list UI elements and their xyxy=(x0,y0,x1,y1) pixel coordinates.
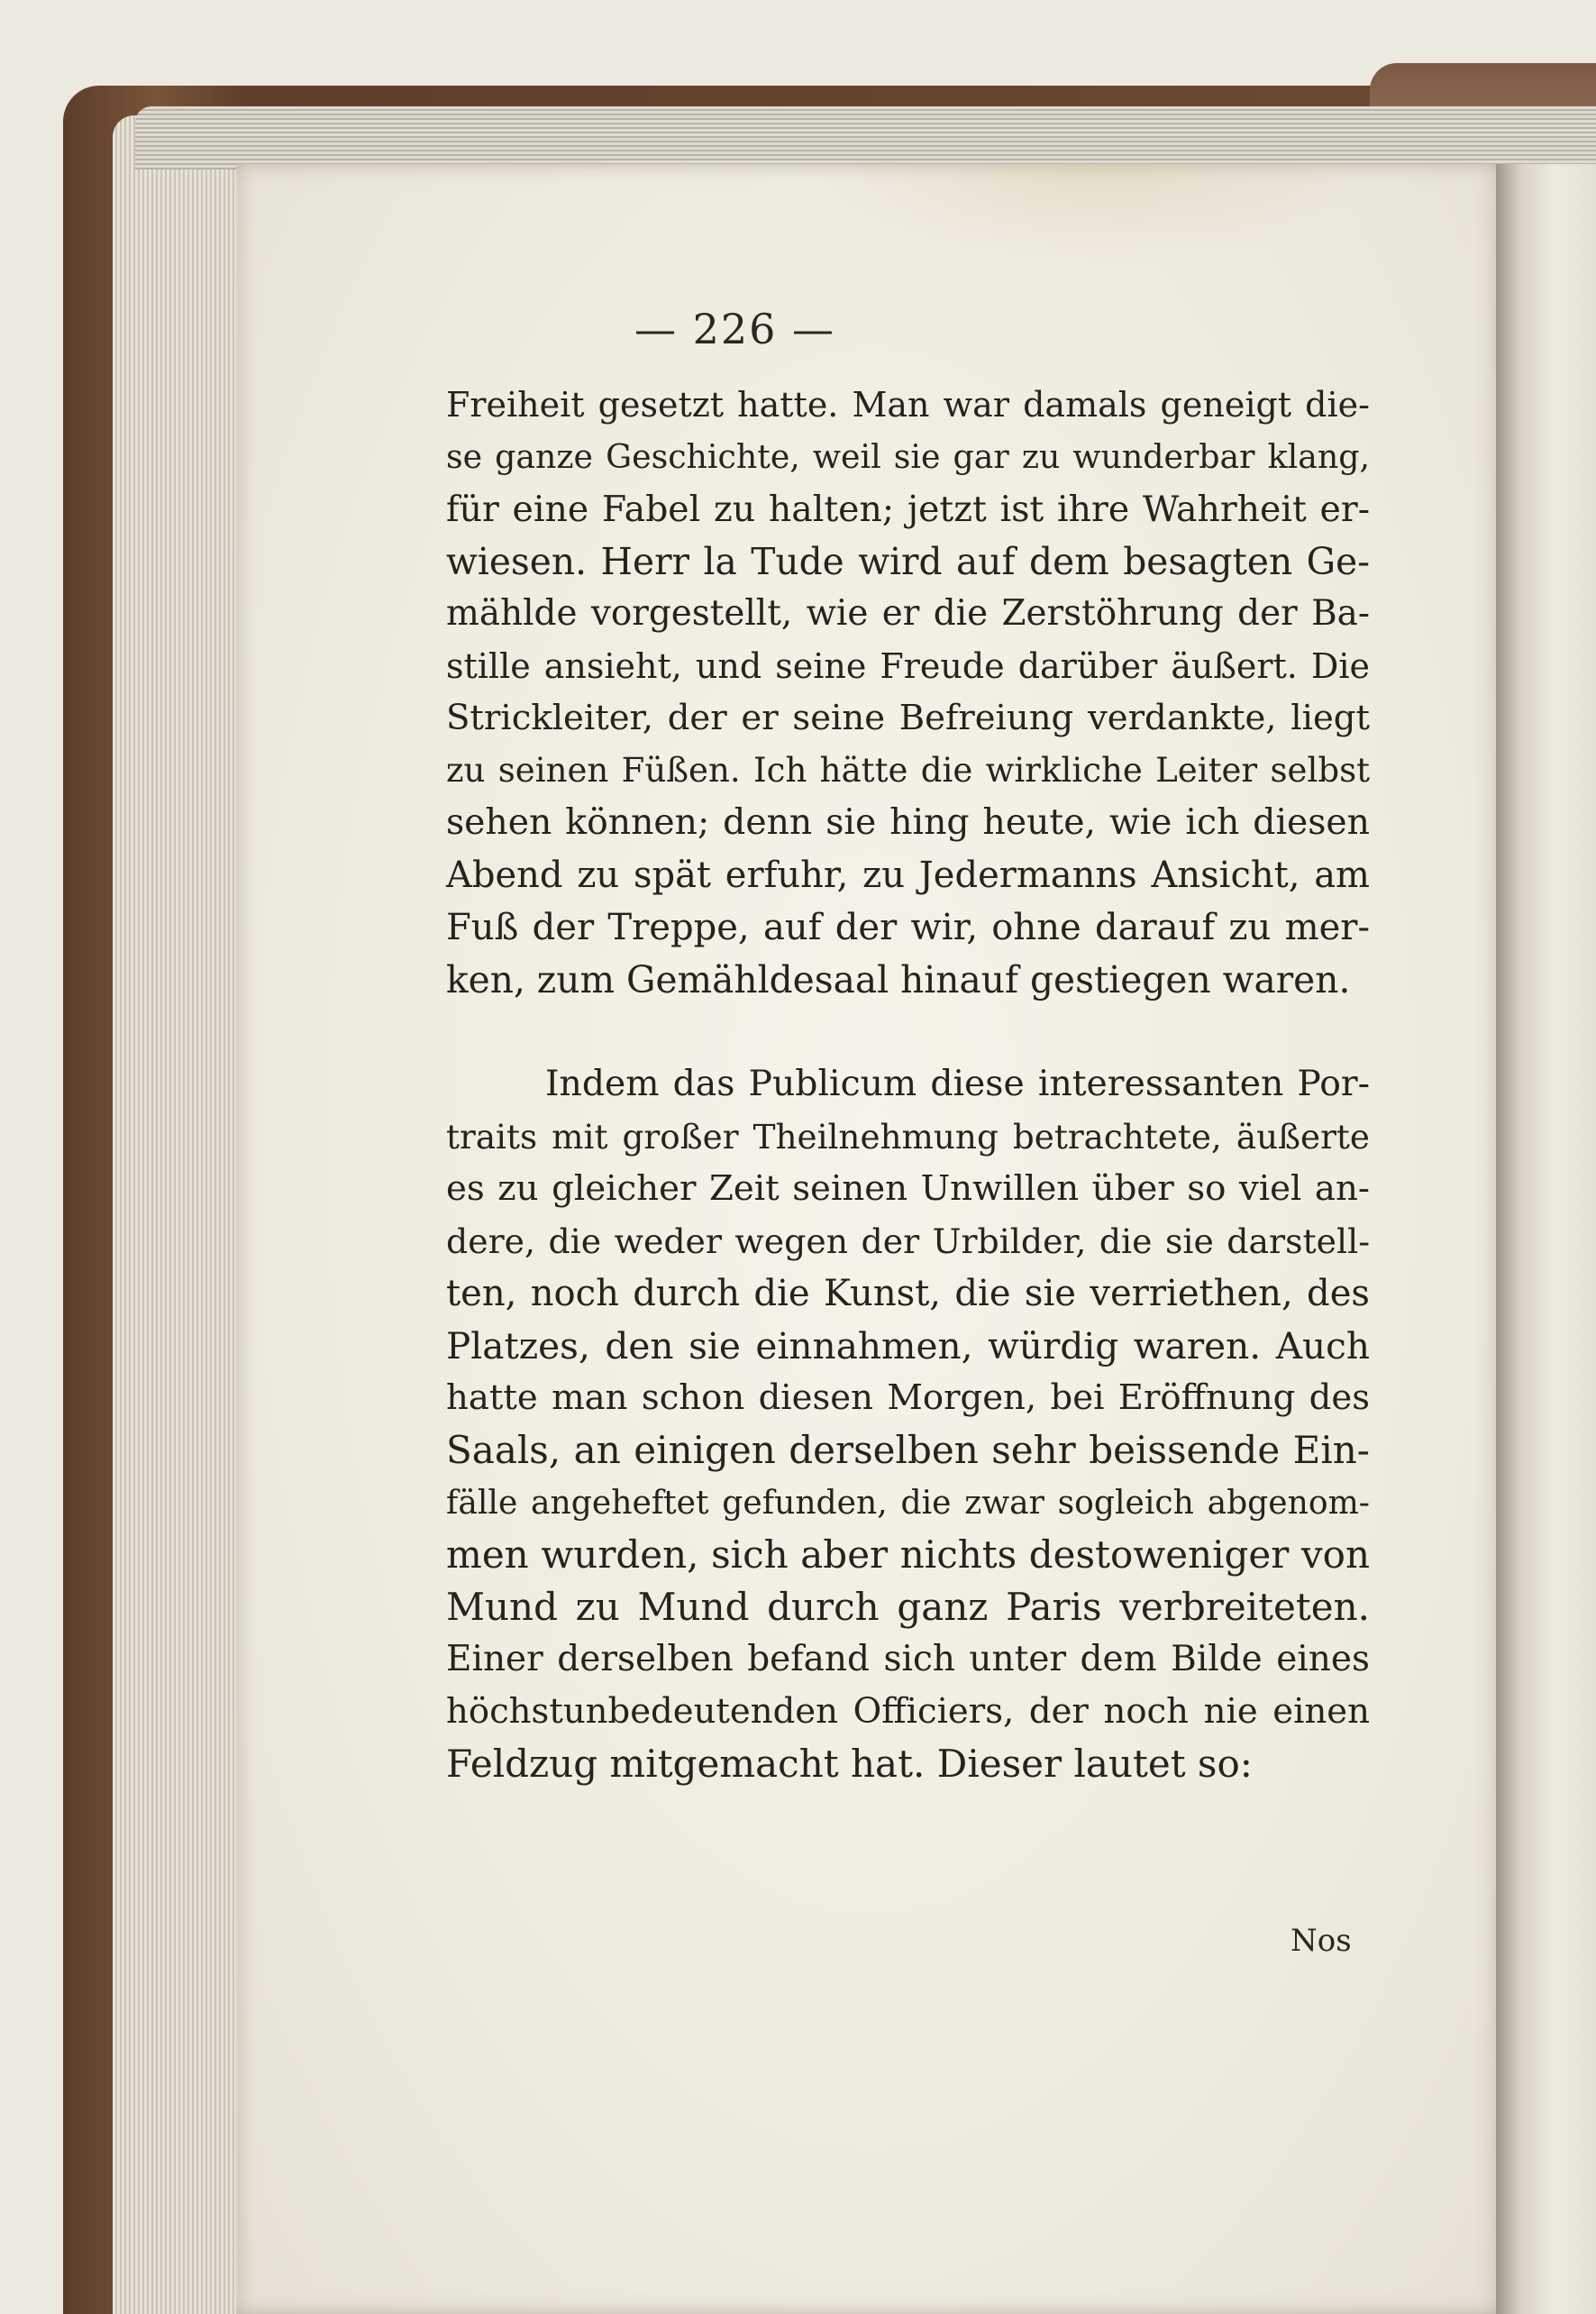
text-line: Fuß der Treppe, auf der wir, ohne darauf zu mer- xyxy=(446,907,1370,948)
text-line: Freiheit gesetzt hatte. Man war damals geneigt die- xyxy=(446,385,1370,425)
text-line: Indem das Publicum diese interessanten Por- xyxy=(545,1064,1370,1104)
text-line: höchstunbedeutenden Officiers, der noch nie einen xyxy=(446,1691,1370,1732)
text-line: wiesen. Herr la Tude wird auf dem besagten Ge- xyxy=(446,540,1370,583)
text-line: für eine Fabel zu halten; jetzt ist ihre Wahrheit er- xyxy=(446,489,1370,530)
text-line: fälle angeheftet gefunden, die zwar sogleich abgenom- xyxy=(446,1484,1370,1522)
page-number: — 226 — xyxy=(634,305,836,353)
text-line: dere, die weder wegen der Urbilder, die sie darstell- xyxy=(446,1221,1370,1261)
paragraph-1 xyxy=(446,379,1370,1006)
body-text xyxy=(446,379,1370,1790)
text-line: Einer derselben befand sich unter dem Bilde eines xyxy=(446,1639,1370,1679)
text-line: Feldzug mitgemacht hat. Dieser lautet so: xyxy=(446,1742,1253,1786)
catchword: Nos xyxy=(1290,1923,1352,1959)
paragraph-gap xyxy=(446,1006,1370,1058)
text-line: es zu gleicher Zeit seinen Unwillen über so viel an- xyxy=(446,1168,1370,1209)
text-line: Saals, an einigen derselben sehr beissende Ein- xyxy=(446,1428,1370,1472)
text-line: ten, noch durch die Kunst, die sie verriethen, des xyxy=(446,1273,1370,1314)
text-line: sehen können; denn sie hing heute, wie ich diesen xyxy=(446,802,1370,843)
text-line: Platzes, den sie einnahmen, würdig waren. Auch xyxy=(446,1324,1370,1367)
text-line: men wurden, sich aber nichts destoweniger von xyxy=(446,1532,1370,1577)
text-line: ken, zum Gemähldesaal hinauf gestiegen waren. xyxy=(446,958,1351,1002)
text-line: zu seinen Füßen. Ich hätte die wirkliche Leiter selbst xyxy=(446,751,1370,790)
text-line: hatte man schon diesen Morgen, bei Eröffnung des xyxy=(446,1377,1370,1418)
text-line: Strickleiter, der er seine Befreiung verdankte, liegt xyxy=(446,698,1370,738)
text-line: Abend zu spät erfuhr, zu Jedermanns Ansicht, am xyxy=(446,855,1370,896)
text-line: se ganze Geschichte, weil sie gar zu wunderbar klang, xyxy=(446,437,1370,476)
text-line: Mund zu Mund durch ganz Paris verbreiteten. xyxy=(446,1585,1370,1629)
text-line: stille ansieht, und seine Freude darüber äußert. Die xyxy=(446,646,1370,686)
text-line: traits mit großer Theilnehmung betrachtete, äußerte xyxy=(446,1117,1370,1157)
book-gutter xyxy=(1496,164,1596,2314)
text-line: mählde vorgestellt, wie er die Zerstöhrung der Ba- xyxy=(446,593,1370,634)
paragraph-2 xyxy=(446,1058,1370,1790)
page-stain xyxy=(811,164,1370,263)
page-top-edges xyxy=(135,106,1596,169)
